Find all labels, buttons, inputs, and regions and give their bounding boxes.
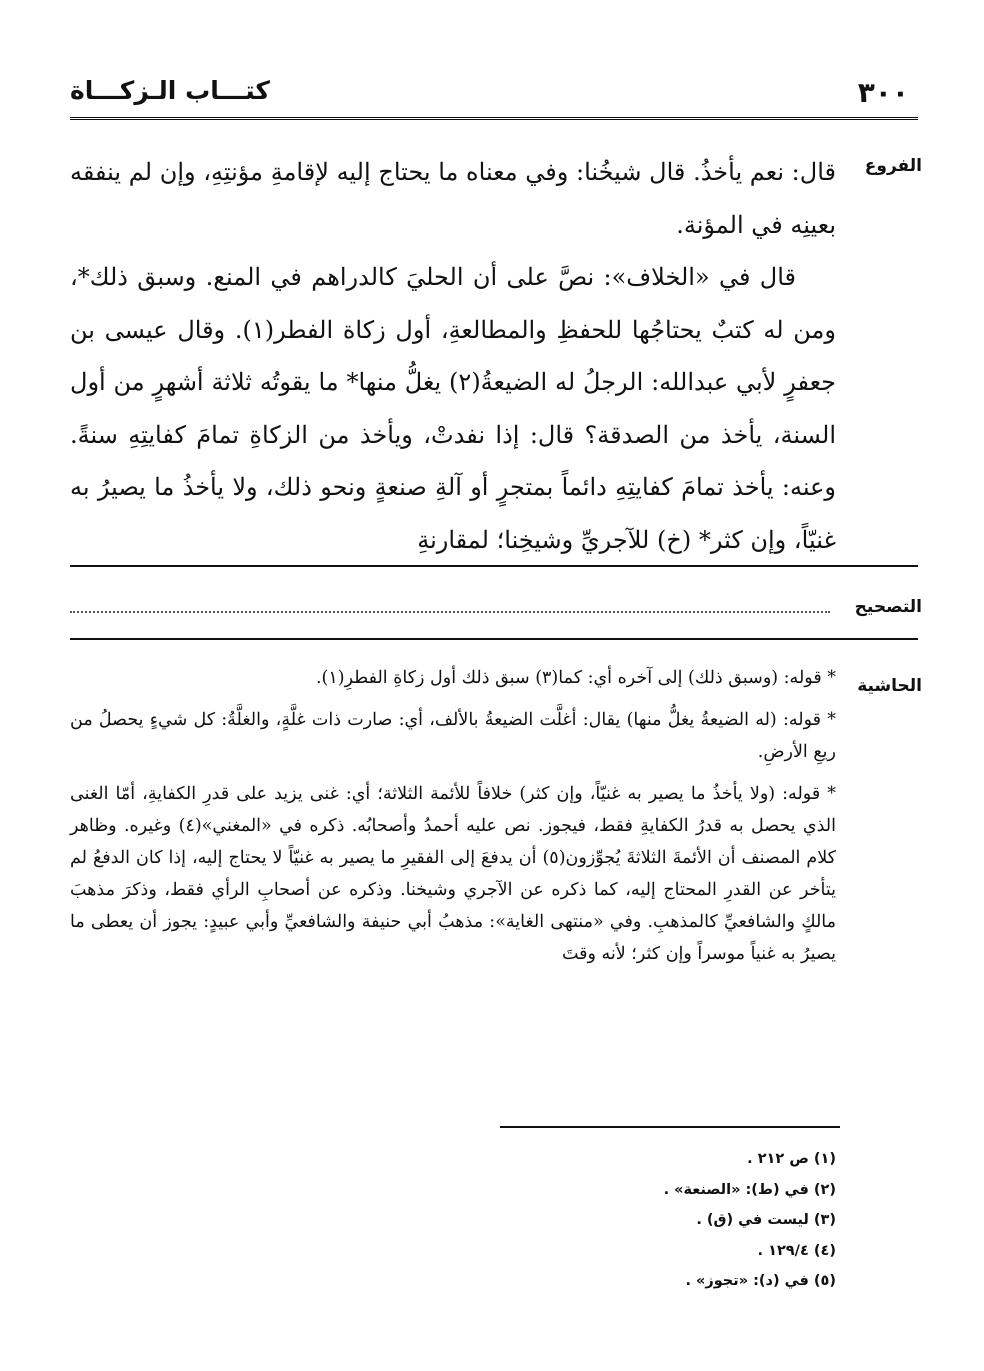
main-paragraph-2: قال في «الخلاف»: نصَّ على أن الحليَ كالدراهم في المنع. وسبق ذلك*، ومن له كتبٌ يحتاجُها للحفظِ والمطالعةِ، أول زكاة الفطر(١). وقال عيسى بن جعفرٍ لأبي عبدالله: الرجلُ له الضيعةُ(٢) يغلُّ منها* ما يقوتُه ثلاثة أشهرٍ من أول السنة، يأخذ من الصدقة؟ قال: إذا نفدتْ، ويأخذ من الزكاةِ تمامَ كفايتِهِ سنةً. وعنه: يأخذ تمامَ كفايتِهِ دائماً بمتجرٍ أو آلةِ صنعةٍ ونحو ذلك، ولا يأخذُ ما يصيرُ به غنيّاً، وإن كثر* (خ) للآجريِّ وشيخِنا؛ لمقارنةِ [70, 263, 837, 554]
main-text [70, 146, 836, 566]
section-rule-top [70, 565, 918, 567]
running-header-title: كتـــاب الـزكـــاة [70, 76, 270, 105]
footnote-3: (٣) ليست في (ق) . [696, 1212, 836, 1228]
hashiya-note-2: * قوله: (له الضيعةُ يغلُّ منها) يقال: أغلَّت الضيعةُ بالألف، أي: صارت ذات غلَّةٍ، والغلَّةُ: كل شيءٍ يحصلُ من ريعِ الأرضِ. [70, 710, 836, 762]
hashiya-note-1: * قوله: (وسبق ذلك) إلى آخره أي: كما(٣) سبق ذلك أول زكاةِ الفطرِ(١). [315, 668, 836, 688]
hashiya-note-3: * قوله: (ولا يأخذُ ما يصير به غنيّاً، وإن كثر) خلافاً للأئمة الثلاثة؛ أي: غنى يزيد على قدرِ الكفايةِ، أمّا الغنى الذي يحصل به قدرُ الكفايةِ فقط، فيجوز. نص عليه أحمدُ وأصحابُه. ذكره في «المغني»(٤) وغيره. وظاهر كلام المصنف أن الأئمةَ الثلاثةَ يُجوِّزون(٥) أن يدفعَ إلى الفقيرِ ما يصير به غنيّاً لا يحتاج إليه، إذا كان الدفعُ لم يتأخر عن القدرِ المحتاج إليه، كما ذكره عن الآجري وشيخنا. وذكره عن أصحابِ الرأي فقط، وذكرَ مذهبَ مالكٍ والشافعيِّ كالمذهبِ. وفي «منتهى الغاية»: مذهبُ أبي حنيفة والشافعيِّ وأبي عبيدٍ: يجوز أن يعطى ما يصيرُ به غنياً موسراً وإن كثر؛ لأنه وقتَ [70, 784, 836, 964]
header-rule [70, 117, 918, 122]
footnote-5: (٥) في (د): «تجوز» . [685, 1273, 836, 1289]
footnotes [436, 1144, 836, 1297]
page-number: ٣٠٠ [857, 76, 909, 109]
footnote-rule [500, 1126, 840, 1128]
footnote-2: (٢) في (ط): «الصنعة» . [663, 1181, 836, 1198]
hashiya-notes [70, 662, 836, 980]
label-furu: الفروع [864, 156, 922, 176]
tashih-dotted-line [70, 597, 830, 613]
main-paragraph-1: قال: نعم يأخذُ. قال شيخُنا: وفي معناه ما يحتاج إليه لإقامةِ مؤنتِهِ، وإن لم ينفقه بعينِه في المؤنة. [70, 158, 836, 239]
footnote-1: (١) ص ٢١٢ . [747, 1151, 836, 1167]
section-rule-bottom [70, 638, 918, 640]
label-hashiya: الحاشية [857, 676, 922, 696]
footnote-4: (٤) ١٢٩/٤ . [757, 1242, 836, 1259]
label-tashih: التصحيح [854, 597, 922, 617]
